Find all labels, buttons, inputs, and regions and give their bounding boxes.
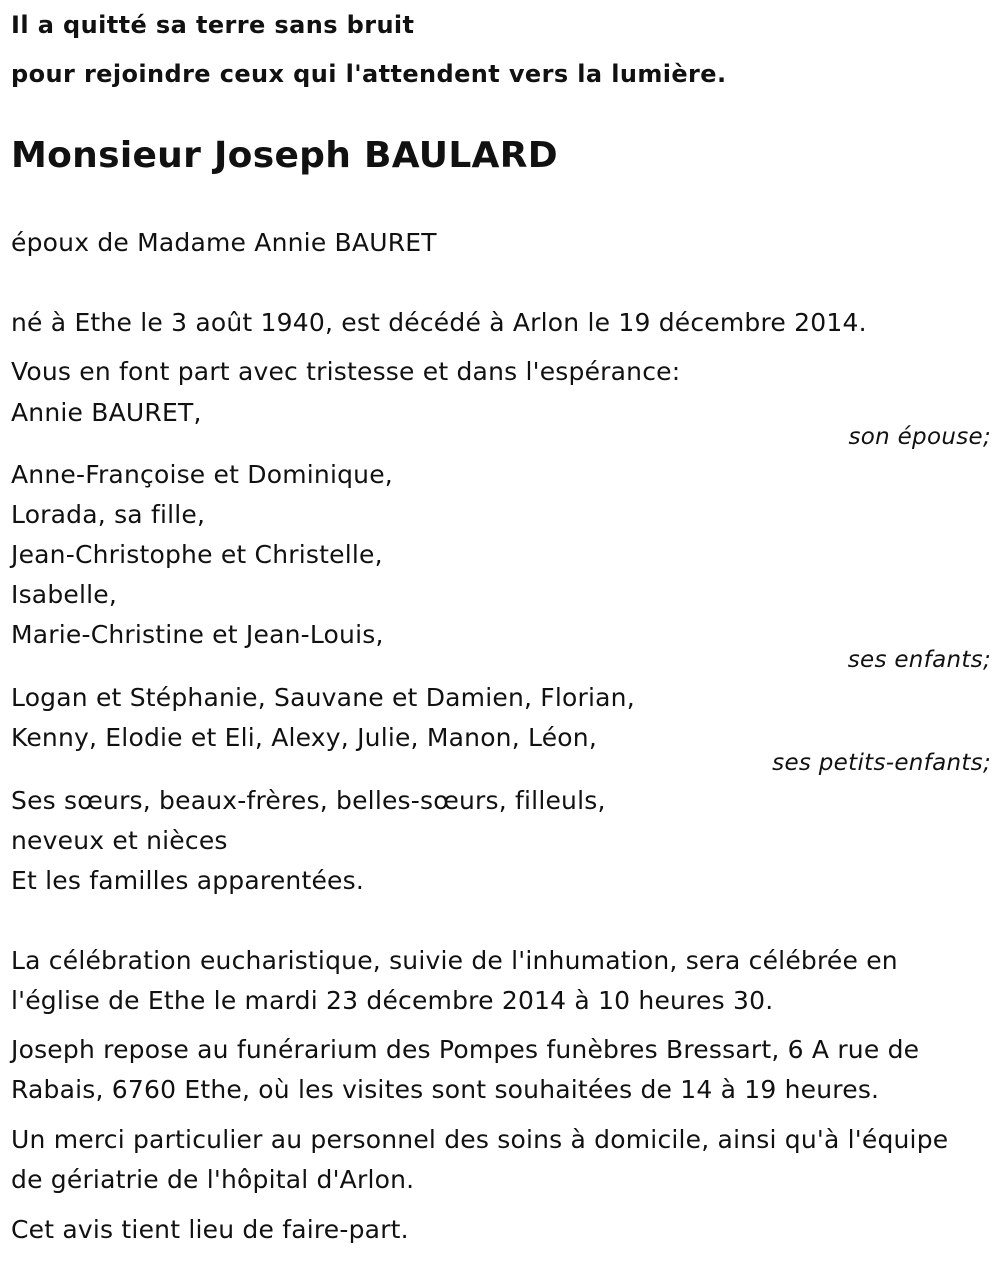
spouse-line: époux de Madame Annie BAURET bbox=[11, 228, 437, 257]
spouse-name: Annie BAURET, bbox=[11, 398, 202, 427]
verse-line-1: Il a quitté sa terre sans bruit bbox=[11, 11, 415, 39]
child-line: Isabelle, bbox=[11, 580, 117, 609]
ceremony-line: l'église de Ethe le mardi 23 décembre 2014 à 10 heures 30. bbox=[11, 986, 774, 1015]
child-line: Jean-Christophe et Christelle, bbox=[11, 540, 383, 569]
grandchildren-line: Logan et Stéphanie, Sauvane et Damien, Florian, bbox=[11, 683, 635, 712]
child-line: Marie-Christine et Jean-Louis, bbox=[11, 620, 384, 649]
visitation-line: Rabais, 6760 Ethe, où les visites sont souhaitées de 14 à 19 heures. bbox=[11, 1075, 880, 1104]
others-line: neveux et nièces bbox=[11, 826, 228, 855]
child-line: Anne-Françoise et Dominique, bbox=[11, 460, 393, 489]
ceremony-line: La célébration eucharistique, suivie de l'inhumation, sera célébrée en bbox=[11, 946, 898, 975]
birth-death-line: né à Ethe le 3 août 1940, est décédé à Arlon le 19 décembre 2014. bbox=[11, 308, 867, 337]
child-line: Lorada, sa fille, bbox=[11, 500, 206, 529]
deceased-name: Monsieur Joseph BAULARD bbox=[11, 135, 558, 176]
visitation-line: Joseph repose au funérarium des Pompes funèbres Bressart, 6 A rue de bbox=[11, 1035, 920, 1064]
children-role: ses enfants; bbox=[847, 647, 991, 673]
verse-line-2: pour rejoindre ceux qui l'attendent vers la lumière. bbox=[11, 60, 727, 88]
thanks-line: Un merci particulier au personnel des soins à domicile, ainsi qu'à l'équipe bbox=[11, 1125, 949, 1154]
closing-line: Cet avis tient lieu de faire-part. bbox=[11, 1215, 409, 1244]
others-line: Ses sœurs, beaux-frères, belles-sœurs, filleuls, bbox=[11, 786, 606, 815]
grandchildren-line: Kenny, Elodie et Eli, Alexy, Julie, Manon, Léon, bbox=[11, 723, 597, 752]
thanks-line: de gériatrie de l'hôpital d'Arlon. bbox=[11, 1165, 415, 1194]
grandchildren-role: ses petits-enfants; bbox=[772, 750, 991, 776]
others-line: Et les familles apparentées. bbox=[11, 866, 364, 895]
announcement-intro: Vous en font part avec tristesse et dans l'espérance: bbox=[11, 357, 681, 386]
spouse-role: son épouse; bbox=[848, 424, 991, 450]
